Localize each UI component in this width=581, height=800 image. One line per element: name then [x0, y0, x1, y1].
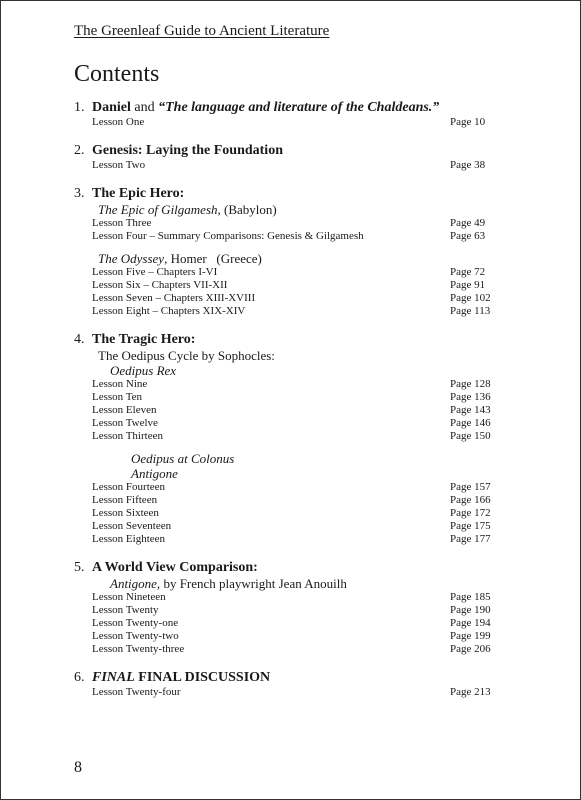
section-number: 6. — [74, 670, 85, 685]
toc-entry: Lesson Fifteen Page 166 — [92, 494, 491, 506]
toc-entry: Lesson Seventeen Page 175 — [92, 520, 491, 532]
page-title: Contents — [74, 61, 160, 87]
table-of-contents — [74, 99, 514, 712]
work-title: Oedipus at Colonus — [131, 451, 235, 466]
toc-entry: Lesson Eight – Chapters XIX-XIV Page 113 — [92, 305, 491, 317]
work-title: The Odyssey, Homer (Greece) — [98, 251, 262, 266]
toc-entry: Lesson Four – Summary Comparisons: Genesis & Gilgamesh Page 63 — [92, 230, 486, 242]
toc-entry: Lesson Twenty-one Page 194 — [92, 617, 491, 629]
section-heading: The Tragic Hero: — [92, 332, 196, 347]
page-number: 8 — [74, 759, 82, 776]
toc-section-1 — [74, 99, 514, 129]
toc-entry: Lesson One Page 10 — [92, 116, 486, 128]
section-number: 1. — [74, 100, 85, 115]
toc-section-6 — [74, 669, 514, 699]
section-number: 4. — [74, 332, 85, 347]
toc-section-3 — [74, 185, 514, 318]
work-title: The Epic of Gilgamesh, (Babylon) — [98, 202, 277, 217]
toc-entry: Lesson Nineteen Page 185 — [92, 591, 491, 603]
toc-entry: Lesson Six – Chapters VII-XII Page 91 — [92, 279, 486, 291]
toc-entry: Lesson Fourteen Page 157 — [92, 481, 491, 493]
toc-entry: Lesson Eighteen Page 177 — [92, 533, 491, 545]
toc-section-2 — [74, 142, 514, 172]
toc-entry: Lesson Five – Chapters I-VI Page 72 — [92, 266, 486, 278]
toc-entry: Lesson Nine Page 128 — [92, 378, 491, 390]
section-heading: FINAL FINAL DISCUSSION — [92, 670, 271, 685]
toc-entry: Lesson Twenty Page 190 — [92, 604, 491, 616]
section-heading: Daniel and “The language and literature of the Chaldeans.” — [92, 100, 440, 115]
toc-entry: Lesson Two Page 38 — [92, 159, 486, 171]
toc-entry: Lesson Seven – Chapters XIII-XVIII Page 102 — [92, 292, 491, 304]
toc-entry: Lesson Twenty-four Page 213 — [92, 686, 491, 698]
toc-entry: Lesson Three Page 49 — [92, 217, 486, 229]
toc-entry: Lesson Eleven Page 143 — [92, 404, 491, 416]
running-header: The Greenleaf Guide to Ancient Literature — [74, 23, 330, 39]
toc-entry: Lesson Sixteen Page 172 — [92, 507, 491, 519]
work-title: Antigone — [131, 466, 178, 481]
toc-entry: Lesson Ten Page 136 — [92, 391, 491, 403]
section-heading: A World View Comparison: — [92, 560, 258, 575]
section-number: 5. — [74, 560, 85, 575]
toc-section-4 — [74, 331, 514, 546]
toc-entry: Lesson Thirteen Page 150 — [92, 430, 491, 442]
toc-entry: Lesson Twelve Page 146 — [92, 417, 491, 429]
work-title: Oedipus Rex — [110, 363, 177, 378]
section-heading: The Epic Hero: — [92, 186, 185, 201]
section-number: 2. — [74, 143, 85, 158]
toc-entry: Lesson Twenty-three Page 206 — [92, 643, 491, 655]
toc-entry: Lesson Twenty-two Page 199 — [92, 630, 491, 642]
section-heading: Genesis: Laying the Foundation — [92, 143, 283, 158]
toc-section-5 — [74, 559, 514, 656]
section-number: 3. — [74, 186, 85, 201]
work-title: Antigone, by French playwright Jean Anouilh — [110, 576, 347, 591]
section-intro: The Oedipus Cycle by Sophocles: — [98, 348, 275, 363]
